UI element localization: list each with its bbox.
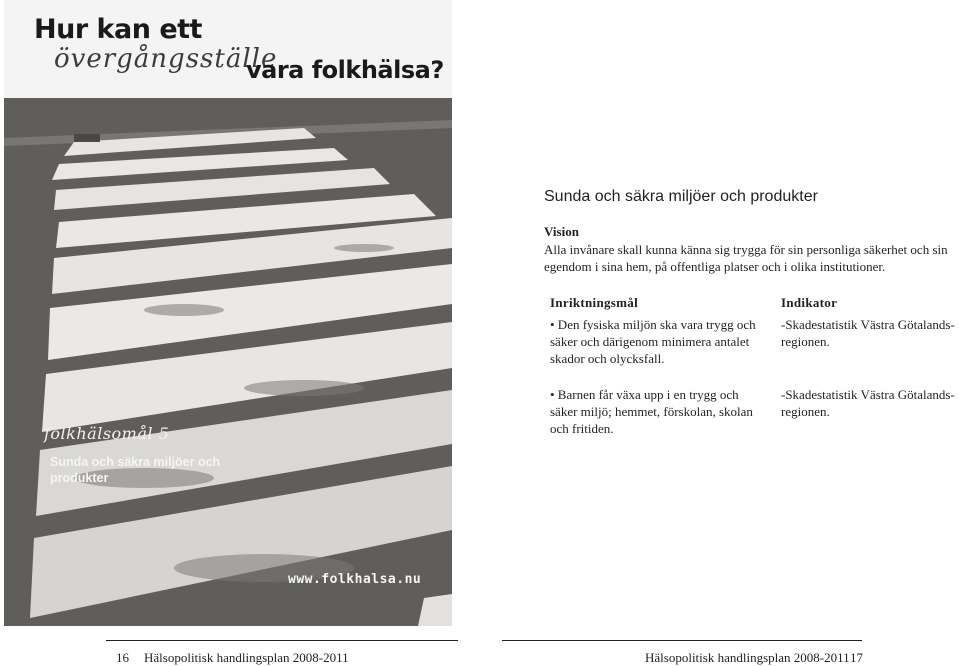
left-footer-title: Hälsopolitisk handlingsplan 2008-2011 [144,650,349,665]
section-title: Sunda och säkra miljöer och produkter [544,188,818,205]
right-footer-title: Hälsopolitisk handlingsplan 2008-2011 [645,650,850,665]
right-page-number: 17 [850,650,863,665]
poster-headline-line3: vara folkhälsa? [246,56,444,84]
poster-caption: Sunda och säkra miljöer och produkter [50,455,221,485]
vision-text: Alla invånare skall kunna känna sig trygga för sin personliga säkerhet och sin egendom i sina hem, på offentliga platser och i olika institutioner. [544,242,948,274]
footer-rule-left [106,640,458,641]
poster-image [4,0,452,626]
vision-heading: Vision [544,224,579,239]
indicator-heading: Indikator [781,295,838,310]
indicator-item: -Skadestatistik Västra Götalands-regionen. [781,387,955,419]
poster-subtitle: folkhälsomål 5 [44,424,170,443]
poster-url: www.folkhalsa.nu [288,572,422,587]
goal-item: • Den fysiska miljön ska vara trygg och säker och därigenom minimera antalet skador och olycksfall. [550,317,756,366]
crosswalk-stripes [4,98,452,626]
left-page-number: 16 [116,650,129,665]
footer-rule-right [502,640,862,641]
poster-headline-line2: övergångsställe [54,44,278,74]
poster-headline-line1: Hur kan ett [34,14,202,45]
indicator-item: -Skadestatistik Västra Götalands-regionen. [781,317,955,349]
poster-header [4,0,452,98]
goals-heading: Inriktningsmål [550,295,639,310]
goal-item: • Barnen får växa upp i en trygg och säker miljö; hemmet, förskolan, skolan och fritiden. [550,387,753,436]
crosswalk-photo [4,98,452,626]
